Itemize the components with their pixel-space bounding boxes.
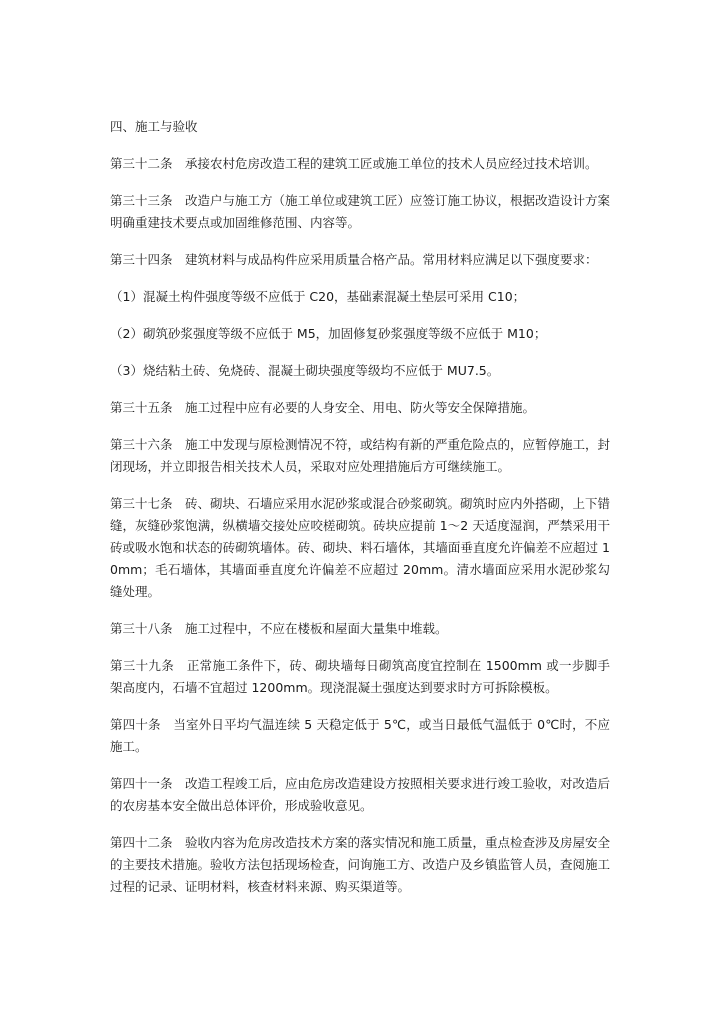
document-body — [110, 116, 610, 913]
requirement-item-3: （3）烧结粘土砖、免烧砖、混凝土砌块强度等级均不应低于 MU7.5。 — [110, 363, 500, 378]
article-38: 第三十八条 施工过程中，不应在楼板和屋面大量集中堆载。 — [110, 621, 448, 636]
article-33: 第三十三条 改造户与施工方（施工单位或建筑工匠）应签订施工协议，根据改造设计方案明确重建技术要点或加固维修范围、内容等。 — [110, 193, 611, 230]
article-37: 第三十七条 砖、砌块、石墙应采用水泥砂浆或混合砂浆砌筑。砌筑时应内外搭砌，上下错缝，灰缝砂浆饱满，纵横墙交接处应咬槎砌筑。砖块应提前 1～2 天适度湿润，严禁采用干砖或吸水饱和状态的砖砌筑墙体。砖、砌块、料石墙体，其墙面垂直度允许偏差不应超过 10mm；毛石墙体，其墙面垂直度允许偏差不应超过 20mm。清水墙面应采用水泥砂浆勾缝处理。 — [110, 496, 611, 599]
article-42: 第四十二条 验收内容为危房改造技术方案的落实情况和施工质量，重点检查涉及房屋安全的主要技术措施。验收方法包括现场检查，问询施工方、改造户及乡镇监管人员，查阅施工过程的记录、证明材料，核查材料来源、购买渠道等。 — [110, 835, 611, 894]
requirement-item-1: （1）混凝土构件强度等级不应低于 C20，基础素混凝土垫层可采用 C10； — [110, 289, 526, 304]
article-34: 第三十四条 建筑材料与成品构件应采用质量合格产品。常用材料应满足以下强度要求： — [110, 252, 598, 267]
article-35: 第三十五条 施工过程中应有必要的人身安全、用电、防火等安全保障措施。 — [110, 400, 536, 415]
section-heading: 四、施工与验收 — [110, 119, 198, 134]
article-36: 第三十六条 施工中发现与原检测情况不符，或结构有新的严重危险点的，应暂停施工，封闭现场，并立即报告相关技术人员，采取对应处理措施后方可继续施工。 — [110, 437, 611, 474]
article-40: 第四十条 当室外日平均气温连续 5 天稳定低于 5℃，或当日最低气温低于 0℃时，不应施工。 — [110, 717, 610, 754]
requirement-item-2: （2）砌筑砂浆强度等级不应低于 M5，加固修复砂浆强度等级不应低于 M10； — [110, 326, 547, 341]
article-32: 第三十二条 承接农村危房改造工程的建筑工匠或施工单位的技术人员应经过技术培训。 — [110, 156, 598, 171]
article-39: 第三十九条 正常施工条件下，砖、砌块墙每日砌筑高度宜控制在 1500mm 或一步脚手架高度内，石墙不宜超过 1200mm。现浇混凝土强度达到要求时方可拆除模板。 — [110, 658, 610, 695]
article-41: 第四十一条 改造工程竣工后，应由危房改造建设方按照相关要求进行竣工验收，对改造后的农房基本安全做出总体评价，形成验收意见。 — [110, 776, 611, 813]
